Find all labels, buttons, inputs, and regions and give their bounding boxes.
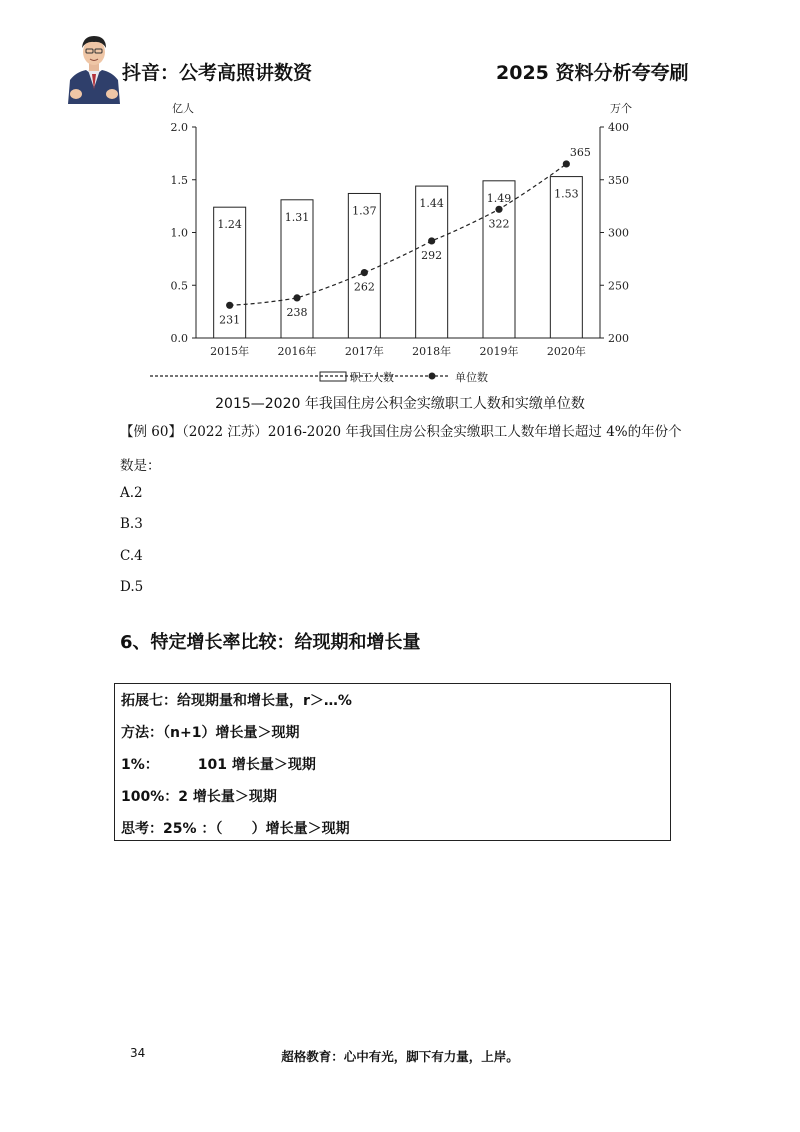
extension-box [114, 683, 671, 841]
x-tick-label: 2018年 [412, 345, 452, 358]
option-d: D.5 [120, 579, 144, 595]
line-value-label: 322 [488, 217, 510, 231]
box-line-5: 思考：25% ：（ ）增长量＞现期 [121, 821, 350, 837]
line-point [428, 237, 435, 244]
bar-value-label: 1.31 [284, 210, 310, 224]
option-c: C.4 [120, 548, 143, 564]
box-line-1: 拓展七：给现期量和增长量，r＞…% [121, 693, 352, 709]
x-tick-label: 2017年 [344, 345, 384, 358]
x-tick-label: 2020年 [546, 345, 586, 358]
presenter-avatar [66, 30, 122, 104]
bar-value-label: 1.24 [217, 218, 242, 232]
x-tick-label: 2016年 [277, 345, 317, 358]
x-tick-label: 2019年 [479, 345, 519, 358]
option-b: B.3 [120, 516, 143, 532]
question-line-1: 【例 60】（2022 江苏）2016-2020 年我国住房公积金实缴职工人数年增长超过 4%的年份个 [120, 424, 682, 440]
bar-line-chart [150, 98, 650, 388]
x-tick-label: 2015年 [210, 345, 250, 358]
series-line [230, 164, 567, 305]
box-line-2: 方法：（n+1）增长量＞现期 [121, 725, 300, 741]
footer-motto: 超格教育：心中有光，脚下有力量，上岸。 [281, 1049, 519, 1064]
y-right-unit: 万个 [610, 102, 632, 115]
y-left-unit: 亿人 [172, 102, 194, 115]
legend-line-label: 单位数 [455, 371, 488, 384]
chart-title: 2015—2020 年我国住房公积金实缴职工人数和实缴单位数 [215, 396, 585, 412]
section-title: 6、特定增长率比较：给现期和增长量 [120, 632, 421, 653]
y-left-tick-label: 0.0 [170, 332, 188, 345]
line-point [293, 294, 300, 301]
chart-legend [150, 370, 488, 384]
header-right-text: 2025 资料分析夸夸刷 [496, 62, 689, 84]
y-left-tick-label: 1.5 [170, 173, 188, 187]
bar-value-label: 1.53 [554, 187, 579, 201]
bar-value-label: 1.44 [419, 197, 444, 211]
y-right-tick-label: 300 [608, 226, 629, 240]
line-point [226, 302, 233, 309]
bar-value-label: 1.49 [486, 191, 512, 205]
line-point [361, 269, 368, 276]
bar [550, 177, 582, 338]
y-right-tick-label: 400 [608, 121, 629, 134]
line-value-label: 231 [219, 313, 241, 327]
option-a: A.2 [120, 485, 143, 501]
question-line-2: 数是： [120, 458, 161, 474]
legend-line-marker [429, 373, 436, 380]
page-number: 34 [130, 1046, 146, 1060]
y-left-tick-label: 2.0 [170, 121, 188, 134]
box-line-4: 100%：2 增长量＞现期 [121, 789, 277, 805]
y-left-tick-label: 1.0 [170, 226, 188, 240]
line-point [563, 160, 570, 167]
y-right-tick-label: 200 [608, 332, 629, 345]
line-value-label: 262 [353, 280, 375, 294]
line-value-label: 292 [421, 248, 443, 262]
bar-value-label: 1.37 [352, 204, 377, 218]
y-right-tick-label: 350 [608, 173, 629, 187]
box-line-3: 1%： 101 增长量＞现期 [121, 757, 316, 773]
y-left-tick-label: 0.5 [170, 279, 188, 293]
legend-bar-label: 职工人数 [350, 371, 394, 384]
header-left-text: 抖音：公考高照讲数资 [122, 62, 313, 84]
line-value-label: 365 [569, 145, 591, 159]
line-point [495, 206, 502, 213]
line-value-label: 238 [286, 305, 308, 319]
y-right-tick-label: 250 [608, 279, 629, 293]
